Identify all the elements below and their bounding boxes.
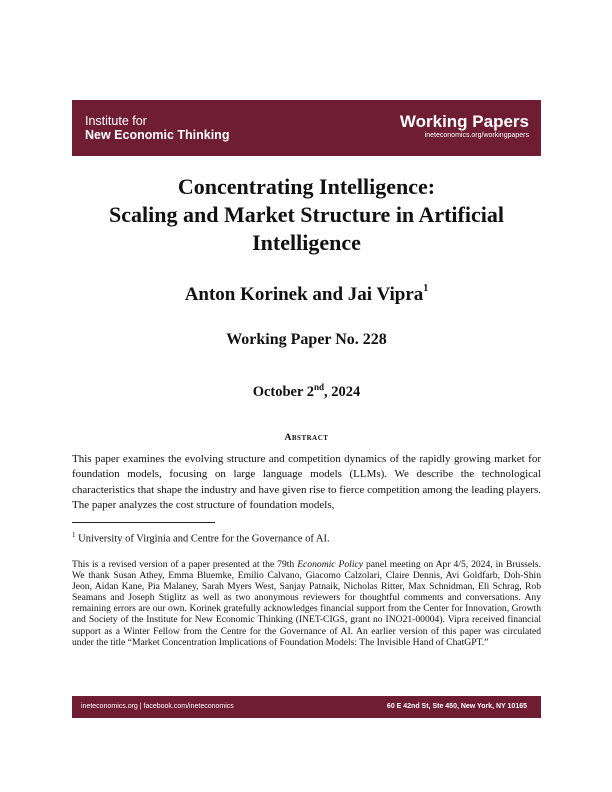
authors [72, 284, 541, 306]
ack-italic: Economic Policy [297, 559, 364, 570]
abstract-heading: Abstract [284, 433, 329, 443]
publication-date [72, 382, 541, 401]
series-block [400, 112, 529, 141]
footnote-divider [72, 522, 215, 523]
institute-line2: New Economic Thinking [85, 127, 230, 142]
title-line1: Concentrating Intelligence: [177, 174, 436, 199]
series-title: Working Papers [399, 112, 529, 131]
author-names: Anton Korinek and Jai Vipra [184, 284, 424, 305]
ack-part1: This is a revised version of a paper presented at the 79th [72, 559, 298, 570]
working-paper-number: Working Paper No. 228 [226, 331, 387, 348]
header-banner [72, 100, 541, 156]
institute-line1: Institute for [85, 114, 147, 128]
title-line3: Intelligence [252, 230, 361, 255]
abstract-text: This paper examines the evolving structure and competition dynamics of the rapidly growing market for foundation models, focusing on large language models (LLMs). We describe the technological characteristics that shape the industry and have given rise to fierce competition among the leading players. The paper analyzes the cost structure of foundation models, [72, 453, 541, 511]
footer-banner [72, 696, 541, 718]
footnote-1-mark: 1 [72, 531, 76, 539]
date-suffix: , 2024 [324, 383, 361, 400]
footnote-acknowledgements [72, 559, 541, 648]
footnote-1 [72, 531, 330, 545]
title-line2: Scaling and Market Structure in Artificial [109, 202, 504, 227]
date-prefix: October 2 [252, 383, 315, 400]
author-footnote-mark: 1 [423, 283, 429, 294]
institute-logo [85, 115, 229, 142]
ack-part2: panel meeting on Apr 4/5, 2024, in Brussels. We thank Susan Athey, Emma Bluemke, Emilio Calvano, Giacomo Calzolari, Claire Dennis, Avi Goldfarb, Doh-Shin Jeon, Aidan Kane, Pia Malaney, Sarah Myers West, Sanjay Patnaik, Nicholas Ritter, Max Schnidman, Eli Schrag, Rob Seamans and Joseph Stiglitz as well as two anonymous reviewers for thoughtful comments and conversations. Any remaining errors are our own. Korinek gratefully acknowledges financial support from the Center for Innovation, Growth and Society of the Institute for New Economic Thinking (INET-CIGS, grant no INO21-00004). Vipra received financial support as a Winter Fellow from the Centre for the Governance of AI. An earlier version of this paper was circulated under the title “Market Concentration Implications of Foundation Models: The Invisible Hand of ChatGPT.” [72, 559, 541, 648]
footer-address: 60 E 42nd St, Ste 450, New York, NY 10165 [386, 703, 527, 710]
footer-links[interactable]: ineteconomics.org | facebook.com/ineteconomics [81, 703, 234, 710]
footnote-1-text: University of Virginia and Centre for the Governance of AI. [78, 533, 330, 545]
series-url[interactable]: ineteconomics.org/workingpapers [424, 132, 529, 139]
paper-title [72, 173, 541, 257]
date-superscript: nd [314, 382, 325, 392]
